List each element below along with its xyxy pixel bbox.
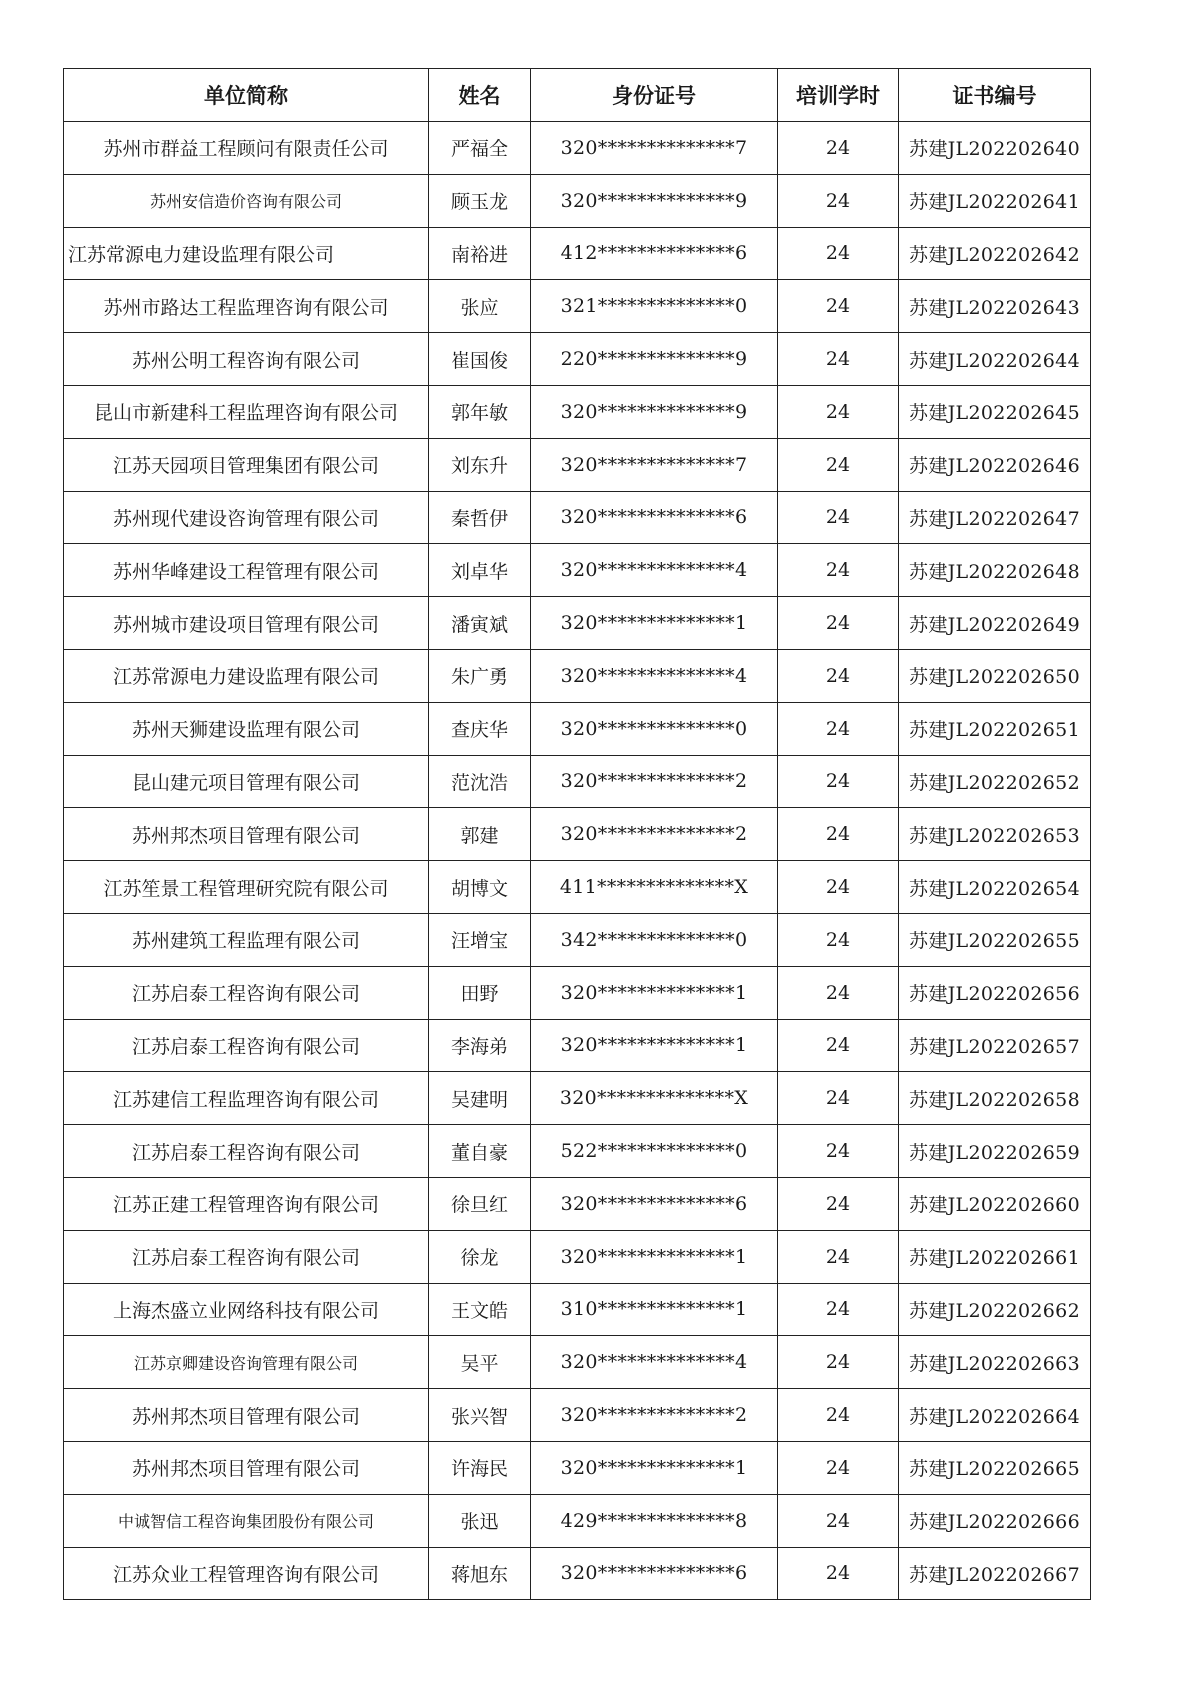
table-row (64, 649, 1091, 702)
training-hours-cell: 24 (778, 1177, 899, 1230)
org-cell: 昆山市新建科工程监理咨询有限公司 (64, 385, 429, 438)
training-hours-cell: 24 (778, 1072, 899, 1125)
certificate-number-cell: 苏建JL202202645 (899, 385, 1091, 438)
name-cell: 王文皓 (429, 1283, 531, 1336)
org-cell: 江苏天园项目管理集团有限公司 (64, 438, 429, 491)
table-body (64, 122, 1091, 1600)
org-cell: 江苏京卿建设咨询管理有限公司 (64, 1336, 429, 1389)
table-row (64, 1125, 1091, 1178)
id-number-cell: 310**************1 (531, 1283, 778, 1336)
certificate-number-cell: 苏建JL202202650 (899, 649, 1091, 702)
table-row (64, 1283, 1091, 1336)
id-number-cell: 320**************X (531, 1072, 778, 1125)
org-cell: 中诚智信工程咨询集团股份有限公司 (64, 1494, 429, 1547)
table-row (64, 597, 1091, 650)
org-cell: 苏州天狮建设监理有限公司 (64, 702, 429, 755)
table-row (64, 861, 1091, 914)
certificate-number-cell: 苏建JL202202647 (899, 491, 1091, 544)
certificate-number-cell: 苏建JL202202661 (899, 1230, 1091, 1283)
org-cell: 江苏启泰工程咨询有限公司 (64, 1230, 429, 1283)
org-cell: 江苏建信工程监理咨询有限公司 (64, 1072, 429, 1125)
training-hours-cell: 24 (778, 280, 899, 333)
training-hours-cell: 24 (778, 1547, 899, 1600)
id-number-cell: 320**************1 (531, 1441, 778, 1494)
name-cell: 董自豪 (429, 1125, 531, 1178)
certificate-number-cell: 苏建JL202202641 (899, 174, 1091, 227)
name-cell: 秦哲伊 (429, 491, 531, 544)
id-number-cell: 320**************7 (531, 122, 778, 175)
org-cell: 苏州邦杰项目管理有限公司 (64, 808, 429, 861)
org-cell: 苏州公明工程咨询有限公司 (64, 333, 429, 386)
training-hours-cell: 24 (778, 808, 899, 861)
name-cell: 张迅 (429, 1494, 531, 1547)
header-id: 身份证号 (531, 69, 778, 122)
id-number-cell: 320**************4 (531, 544, 778, 597)
id-number-cell: 320**************2 (531, 755, 778, 808)
table-row (64, 1494, 1091, 1547)
training-hours-cell: 24 (778, 333, 899, 386)
org-cell: 江苏笙景工程管理研究院有限公司 (64, 861, 429, 914)
table-row (64, 702, 1091, 755)
org-cell: 江苏众业工程管理咨询有限公司 (64, 1547, 429, 1600)
certificate-number-cell: 苏建JL202202667 (899, 1547, 1091, 1600)
name-cell: 崔国俊 (429, 333, 531, 386)
training-hours-cell: 24 (778, 1230, 899, 1283)
table-row (64, 1336, 1091, 1389)
table-row (64, 755, 1091, 808)
id-number-cell: 320**************1 (531, 1230, 778, 1283)
id-number-cell: 429**************8 (531, 1494, 778, 1547)
id-number-cell: 320**************2 (531, 808, 778, 861)
id-number-cell: 320**************1 (531, 1019, 778, 1072)
name-cell: 刘卓华 (429, 544, 531, 597)
org-cell: 江苏启泰工程咨询有限公司 (64, 1125, 429, 1178)
id-number-cell: 412**************6 (531, 227, 778, 280)
certificate-number-cell: 苏建JL202202658 (899, 1072, 1091, 1125)
certificate-number-cell: 苏建JL202202664 (899, 1389, 1091, 1442)
org-cell: 江苏常源电力建设监理有限公司 (64, 649, 429, 702)
org-cell: 苏州市路达工程监理咨询有限公司 (64, 280, 429, 333)
org-cell: 苏州安信造价咨询有限公司 (64, 174, 429, 227)
org-cell: 苏州邦杰项目管理有限公司 (64, 1441, 429, 1494)
certificate-number-cell: 苏建JL202202640 (899, 122, 1091, 175)
training-hours-cell: 24 (778, 702, 899, 755)
org-cell: 苏州市群益工程顾问有限责任公司 (64, 122, 429, 175)
table-row (64, 1019, 1091, 1072)
training-hours-cell: 24 (778, 966, 899, 1019)
name-cell: 汪增宝 (429, 913, 531, 966)
org-cell: 江苏启泰工程咨询有限公司 (64, 1019, 429, 1072)
table-row (64, 174, 1091, 227)
header-name: 姓名 (429, 69, 531, 122)
table-row (64, 227, 1091, 280)
training-hours-cell: 24 (778, 1125, 899, 1178)
certificate-number-cell: 苏建JL202202660 (899, 1177, 1091, 1230)
name-cell: 胡博文 (429, 861, 531, 914)
certificate-number-cell: 苏建JL202202655 (899, 913, 1091, 966)
id-number-cell: 320**************4 (531, 1336, 778, 1389)
table-row (64, 1230, 1091, 1283)
org-cell: 苏州邦杰项目管理有限公司 (64, 1389, 429, 1442)
table-row (64, 438, 1091, 491)
certificate-number-cell: 苏建JL202202656 (899, 966, 1091, 1019)
org-cell: 苏州华峰建设工程管理有限公司 (64, 544, 429, 597)
name-cell: 吴平 (429, 1336, 531, 1389)
name-cell: 郭建 (429, 808, 531, 861)
table-row (64, 808, 1091, 861)
training-hours-cell: 24 (778, 122, 899, 175)
certificate-number-cell: 苏建JL202202659 (899, 1125, 1091, 1178)
training-hours-cell: 24 (778, 755, 899, 808)
name-cell: 刘东升 (429, 438, 531, 491)
id-number-cell: 411**************X (531, 861, 778, 914)
name-cell: 蒋旭东 (429, 1547, 531, 1600)
table-row (64, 1072, 1091, 1125)
training-hours-cell: 24 (778, 1494, 899, 1547)
table-row (64, 385, 1091, 438)
id-number-cell: 320**************6 (531, 1177, 778, 1230)
table-row (64, 333, 1091, 386)
id-number-cell: 320**************1 (531, 597, 778, 650)
org-cell: 上海杰盛立业网络科技有限公司 (64, 1283, 429, 1336)
table-row (64, 122, 1091, 175)
training-hours-cell: 24 (778, 1283, 899, 1336)
certificate-number-cell: 苏建JL202202651 (899, 702, 1091, 755)
training-hours-cell: 24 (778, 227, 899, 280)
training-hours-cell: 24 (778, 861, 899, 914)
training-hours-cell: 24 (778, 385, 899, 438)
training-certificate-table (63, 68, 1091, 1600)
header-org: 单位简称 (64, 69, 429, 122)
header-hours: 培训学时 (778, 69, 899, 122)
name-cell: 许海民 (429, 1441, 531, 1494)
name-cell: 吴建明 (429, 1072, 531, 1125)
name-cell: 张兴智 (429, 1389, 531, 1442)
name-cell: 顾玉龙 (429, 174, 531, 227)
certificate-number-cell: 苏建JL202202663 (899, 1336, 1091, 1389)
table-row (64, 280, 1091, 333)
training-hours-cell: 24 (778, 438, 899, 491)
training-hours-cell: 24 (778, 1389, 899, 1442)
org-cell: 苏州现代建设咨询管理有限公司 (64, 491, 429, 544)
certificate-number-cell: 苏建JL202202642 (899, 227, 1091, 280)
table-row (64, 1177, 1091, 1230)
table-header-row (64, 69, 1091, 122)
table-row (64, 1441, 1091, 1494)
id-number-cell: 320**************1 (531, 966, 778, 1019)
name-cell: 郭年敏 (429, 385, 531, 438)
id-number-cell: 320**************4 (531, 649, 778, 702)
name-cell: 潘寅斌 (429, 597, 531, 650)
training-hours-cell: 24 (778, 597, 899, 650)
id-number-cell: 320**************9 (531, 174, 778, 227)
org-cell: 苏州城市建设项目管理有限公司 (64, 597, 429, 650)
training-hours-cell: 24 (778, 913, 899, 966)
id-number-cell: 320**************6 (531, 491, 778, 544)
certificate-number-cell: 苏建JL202202657 (899, 1019, 1091, 1072)
table-row (64, 544, 1091, 597)
id-number-cell: 220**************9 (531, 333, 778, 386)
id-number-cell: 522**************0 (531, 1125, 778, 1178)
id-number-cell: 320**************7 (531, 438, 778, 491)
header-cert: 证书编号 (899, 69, 1091, 122)
training-hours-cell: 24 (778, 491, 899, 544)
certificate-number-cell: 苏建JL202202644 (899, 333, 1091, 386)
name-cell: 范沈浩 (429, 755, 531, 808)
id-number-cell: 320**************9 (531, 385, 778, 438)
table-row (64, 491, 1091, 544)
table-row (64, 966, 1091, 1019)
certificate-number-cell: 苏建JL202202646 (899, 438, 1091, 491)
org-cell: 江苏启泰工程咨询有限公司 (64, 966, 429, 1019)
table-row (64, 913, 1091, 966)
org-cell: 昆山建元项目管理有限公司 (64, 755, 429, 808)
training-hours-cell: 24 (778, 174, 899, 227)
name-cell: 南裕进 (429, 227, 531, 280)
name-cell: 徐旦红 (429, 1177, 531, 1230)
certificate-number-cell: 苏建JL202202649 (899, 597, 1091, 650)
training-hours-cell: 24 (778, 1336, 899, 1389)
id-number-cell: 320**************0 (531, 702, 778, 755)
training-hours-cell: 24 (778, 1441, 899, 1494)
name-cell: 李海弟 (429, 1019, 531, 1072)
certificate-number-cell: 苏建JL202202653 (899, 808, 1091, 861)
org-cell: 苏州建筑工程监理有限公司 (64, 913, 429, 966)
training-hours-cell: 24 (778, 649, 899, 702)
training-hours-cell: 24 (778, 1019, 899, 1072)
certificate-number-cell: 苏建JL202202643 (899, 280, 1091, 333)
certificate-number-cell: 苏建JL202202665 (899, 1441, 1091, 1494)
id-number-cell: 321**************0 (531, 280, 778, 333)
certificate-number-cell: 苏建JL202202652 (899, 755, 1091, 808)
name-cell: 田野 (429, 966, 531, 1019)
org-cell: 江苏常源电力建设监理有限公司 (64, 227, 429, 280)
table-row (64, 1547, 1091, 1600)
certificate-number-cell: 苏建JL202202666 (899, 1494, 1091, 1547)
name-cell: 徐龙 (429, 1230, 531, 1283)
name-cell: 张应 (429, 280, 531, 333)
id-number-cell: 320**************6 (531, 1547, 778, 1600)
certificate-number-cell: 苏建JL202202648 (899, 544, 1091, 597)
org-cell: 江苏正建工程管理咨询有限公司 (64, 1177, 429, 1230)
certificate-number-cell: 苏建JL202202654 (899, 861, 1091, 914)
name-cell: 朱广勇 (429, 649, 531, 702)
certificate-number-cell: 苏建JL202202662 (899, 1283, 1091, 1336)
name-cell: 严福全 (429, 122, 531, 175)
name-cell: 查庆华 (429, 702, 531, 755)
id-number-cell: 320**************2 (531, 1389, 778, 1442)
table-row (64, 1389, 1091, 1442)
id-number-cell: 342**************0 (531, 913, 778, 966)
training-hours-cell: 24 (778, 544, 899, 597)
